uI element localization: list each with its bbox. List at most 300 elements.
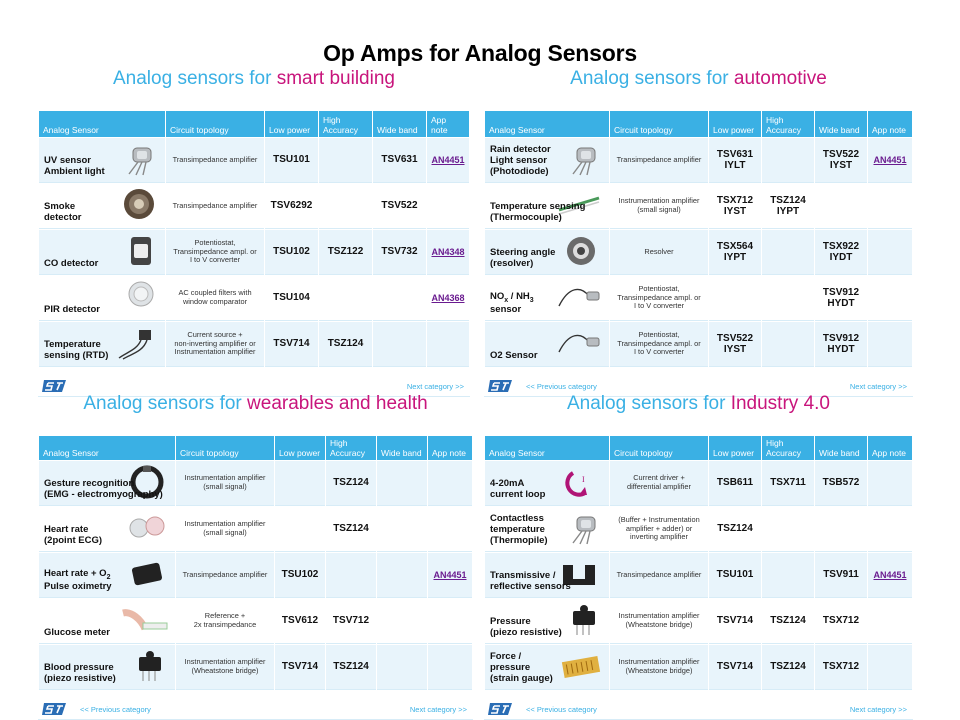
table-row [39,645,472,690]
column-header-topology: Circuit topology [176,436,274,460]
next-category-link[interactable]: Next category >> [849,382,907,391]
wide-band-part: TSX712 [822,615,860,627]
panel-footer [38,701,473,719]
topology-cell [610,322,708,367]
sensor-name: 4-20mA current loop [490,478,546,501]
sensor-cell [39,230,165,275]
panel-title-accent: wearables and health [247,393,428,414]
topology-text: Transimpedance amplifier [182,569,268,579]
high-accuracy-part: TSZ124 [333,523,369,535]
low-power-part: TSX564 IYPT [716,240,754,263]
wide-band-part-cell [377,645,427,690]
low-power-part-cell [275,507,325,552]
high-accuracy-part-cell [319,138,372,183]
high-accuracy-part: TSZ124 [333,661,369,673]
panel-title-accent: automotive [733,68,827,89]
wide-band-part-cell [373,276,426,321]
high-accuracy-part-cell [762,461,814,506]
app-note-link[interactable]: AN4451 [873,155,907,165]
high-accuracy-part-cell [326,507,376,552]
low-power-part: TSX712 IYST [716,194,754,217]
app-note-cell [428,645,472,690]
low-power-part-cell [265,184,318,229]
topology-cell [176,599,274,644]
high-accuracy-part-cell [762,553,814,598]
table-row [485,599,912,644]
app-note-cell [428,599,472,644]
column-header-app-note: App note [428,436,472,460]
low-power-part-cell [709,138,761,183]
high-accuracy-part-cell [762,230,814,275]
column-header-low-power: Low power [709,111,761,137]
wide-band-part: TSX922 IYDT [822,240,860,263]
topology-text: Transimpedance amplifier [172,154,258,164]
table-row [485,184,912,229]
strain-gauge-icon [555,649,603,683]
high-accuracy-part-cell [326,461,376,506]
low-power-part: TSU102 [281,569,319,581]
low-power-part-cell [709,276,761,321]
app-note-cell [868,230,912,275]
high-accuracy-part: TSZ124 IYPT [770,194,806,217]
sensor-name: Smoke detector [44,201,82,224]
sensor-cell [485,322,609,367]
sensor-cell [485,230,609,275]
low-power-part: TSU104 [273,292,310,304]
sensor-cell [485,645,609,690]
topology-cell [610,599,708,644]
topology-text: AC coupled filters with window comparator [178,288,252,306]
low-power-part-cell [709,184,761,229]
low-power-part: TSV714 [716,615,754,627]
app-note-cell [868,645,912,690]
low-power-part-cell [709,645,761,690]
high-accuracy-part: TSV712 [332,615,370,627]
wide-band-part-cell [815,553,867,598]
low-power-part-cell [275,599,325,644]
sensor-cell [485,184,609,229]
sensor-cell [485,507,609,552]
app-note-cell [868,138,912,183]
wide-band-part-cell [815,599,867,644]
wide-band-part-cell [373,322,426,367]
wide-band-part-cell [377,553,427,598]
high-accuracy-part-cell [326,645,376,690]
low-power-part: TSV714 [281,661,319,673]
sensor-name: Glucose meter [44,627,110,639]
topology-cell [610,553,708,598]
topology-text: Instrumentation amplifier (small signal) [184,473,266,491]
app-note-cell [428,461,472,506]
pressure-sensor-icon [121,649,169,683]
high-accuracy-part-cell [762,138,814,183]
low-power-part-cell [709,507,761,552]
low-power-part-cell [709,322,761,367]
topology-cell [166,230,264,275]
sensor-table [484,110,913,368]
low-power-part-cell [709,553,761,598]
low-power-part: TSU102 [273,246,310,258]
panel-title [38,393,473,415]
topology-cell [610,184,708,229]
app-note-cell [868,276,912,321]
sensor-cell [39,645,175,690]
panel-title-prefix: Analog sensors for [570,68,734,89]
topology-text: Instrumentation amplifier (small signal) [618,196,700,214]
table-row [39,138,469,183]
column-header-low-power: Low power [265,111,318,137]
sensor-cell [39,184,165,229]
low-power-part-cell [265,230,318,275]
high-accuracy-part: TSZ124 [770,615,806,627]
wide-band-part: TSV732 [381,246,418,258]
sensor-name: Heart rate (2point ECG) [44,524,103,547]
high-accuracy-part: TSZ124 [327,338,364,350]
low-power-part-cell [265,276,318,321]
topology-cell [166,276,264,321]
wide-band-part-cell [377,599,427,644]
panel-title-prefix: Analog sensors for [83,393,248,414]
high-accuracy-part-cell [319,184,372,229]
column-header-wide-band: Wide band [815,436,867,460]
resolver-icon [555,234,603,268]
topology-cell [166,138,264,183]
panel-title [484,68,913,90]
low-power-part-cell [275,461,325,506]
topology-text: Transimpedance amplifier [616,569,702,579]
st-logo-icon [486,378,514,394]
wide-band-part-cell [815,138,867,183]
sensor-name: $NO_x / NH_3$ sensor [490,291,534,316]
high-accuracy-part: TSZ124 [770,661,806,673]
header-row [39,111,469,137]
table-row [39,599,472,644]
topology-text: Current source + non-inverting amplifier or Instrumentation amplifier [174,329,256,357]
panel-title-accent: Industry 4.0 [730,393,830,414]
high-accuracy-part: TSX711 [770,477,806,489]
topology-text: Instrumentation amplifier (Wheatstone bridge) [618,611,700,629]
topology-cell [610,645,708,690]
app-note-cell [868,553,912,598]
table-row [39,276,469,321]
topology-cell [176,461,274,506]
column-header-low-power: Low power [709,436,761,460]
topology-cell [176,507,274,552]
app-note-link[interactable]: AN4451 [433,570,467,580]
column-header-sensor: Analog Sensor [39,436,175,460]
table-row [39,184,469,229]
sensor-name: Force / pressure (strain gauge) [490,651,553,685]
low-power-part-cell [275,645,325,690]
table-row [39,230,469,275]
next-category-link[interactable]: Next category >> [406,382,464,391]
photodiode-icon [555,142,603,176]
topology-text: Reference + 2x transimpedance [193,611,257,629]
sensor-name: Blood pressure (piezo resistive) [44,662,116,685]
topology-text: Transimpedance amplifier [616,154,702,164]
app-note-link[interactable]: AN4451 [431,155,465,165]
wide-band-part-cell [815,461,867,506]
rtd-sensor-icon [111,326,159,360]
sensor-cell [39,276,165,321]
wide-band-part-cell [373,138,426,183]
wide-band-part: TSX712 [822,661,860,673]
st-logo-icon [40,378,68,394]
table-row [485,138,912,183]
topology-text: Instrumentation amplifier (Wheatstone bridge) [618,657,700,675]
app-note-cell [868,184,912,229]
topology-text: (Buffer + Instrumentation amplifier + adder) or inverting amplifier [618,514,700,542]
sensor-cell [39,507,175,552]
sensor-name: Gesture recognition (EMG - electromyography) [44,478,163,501]
app-note-cell [868,322,912,367]
column-header-low-power: Low power [275,436,325,460]
table-row [39,461,472,506]
oximetry-sensor-icon [121,557,169,591]
sensor-table [38,110,470,368]
app-note-cell [427,276,469,321]
sensor-cell [39,553,175,598]
sensor-cell [485,138,609,183]
app-note-cell [427,138,469,183]
high-accuracy-part-cell [319,276,372,321]
high-accuracy-part-cell [762,184,814,229]
previous-category-link[interactable]: << Previous category [526,705,597,714]
topology-text: Instrumentation amplifier (small signal) [184,519,266,537]
sensor-cell [485,553,609,598]
wide-band-part-cell [373,230,426,275]
app-note-cell [427,230,469,275]
wide-band-part: TSV912 HYDT [822,286,860,309]
low-power-part-cell [709,461,761,506]
wide-band-part-cell [815,230,867,275]
wide-band-part-cell [815,507,867,552]
header-row [485,111,912,137]
topology-cell [610,276,708,321]
table-row [485,553,912,598]
column-header-high-accuracy: High Accuracy [762,111,814,137]
sensor-name: Rain detector Light sensor (Photodiode) [490,144,551,178]
app-note-link[interactable]: AN4368 [431,293,465,303]
topology-cell [176,553,274,598]
app-note-link[interactable]: AN4451 [873,570,907,580]
sensor-name: Heart rate + $O_2$ Pulse oximetry [44,568,112,593]
wide-band-part-cell [815,184,867,229]
topology-text: Resolver [644,246,674,256]
low-power-part: TSV522 IYST [716,332,754,355]
wide-band-part-cell [373,184,426,229]
column-header-app-note: App note [427,111,469,137]
high-accuracy-part-cell [762,276,814,321]
column-header-topology: Circuit topology [166,111,264,137]
pressure-sensor-icon [555,603,603,637]
table-row [39,553,472,598]
high-accuracy-part-cell [762,507,814,552]
st-logo-icon [40,701,68,717]
panel-title [38,68,470,90]
glucose-strip-icon [121,603,169,637]
topology-text: Potentiostat, Transimpedance ampl. or I to V converter [173,237,257,265]
column-header-sensor: Analog Sensor [485,111,609,137]
sensor-cell [39,138,165,183]
page-title: Op Amps for Analog Sensors [323,40,637,66]
table-row [485,230,912,275]
column-header-high-accuracy: High Accuracy [319,111,372,137]
sensor-name: PIR detector [44,304,100,316]
topology-cell [610,507,708,552]
wide-band-part-cell [377,461,427,506]
smoke-detector-icon [111,188,159,222]
column-header-sensor: Analog Sensor [39,111,165,137]
sensor-name: UV sensor Ambient light [44,155,105,178]
header-row [39,436,472,460]
sensor-cell [39,461,175,506]
high-accuracy-part-cell [762,645,814,690]
co-detector-icon [111,234,159,268]
previous-category-link[interactable]: << Previous category [80,705,151,714]
app-note-cell [428,507,472,552]
low-power-part: TSV714 [716,661,754,673]
wide-band-part-cell [815,276,867,321]
panel-title [484,393,913,415]
high-accuracy-part-cell [762,599,814,644]
column-header-wide-band: Wide band [377,436,427,460]
topology-cell [166,322,264,367]
table-row [39,507,472,552]
low-power-part-cell [275,553,325,598]
st-logo-icon [486,701,514,717]
low-power-part: TSV6292 [270,200,313,212]
column-header-topology: Circuit topology [610,111,708,137]
topology-text: Potentiostat, Transimpedance ampl. or I to V converter [617,283,701,311]
sensor-table [38,435,473,691]
topology-cell [610,461,708,506]
table-row [485,322,912,367]
table-row [485,461,912,506]
low-power-part-cell [265,322,318,367]
low-power-part: TSB611 [716,477,754,489]
low-power-part: TSV714 [273,338,310,350]
high-accuracy-part-cell [319,322,372,367]
panel-footer [484,701,913,719]
header-row [485,436,912,460]
wide-band-part-cell [815,322,867,367]
sensor-name: Temperature sensing (Thermocouple) [490,201,586,224]
wide-band-part-cell [815,645,867,690]
table-row [39,322,469,367]
low-power-part: TSU101 [273,154,310,166]
column-header-app-note: App note [868,436,912,460]
low-power-part: TSZ124 [717,523,753,535]
sensor-cell [485,276,609,321]
high-accuracy-part-cell [326,599,376,644]
wide-band-part: TSB572 [822,477,860,489]
app-note-cell [868,461,912,506]
sensor-table [484,435,913,691]
sensor-name: O2 Sensor [490,350,538,362]
sensor-name: Pressure (piezo resistive) [490,616,562,639]
next-category-link[interactable]: Next category >> [849,705,907,714]
column-header-high-accuracy: High Accuracy [326,436,376,460]
nox-sensor-icon [555,280,603,314]
sensor-cell [485,461,609,506]
wide-band-part: TSV522 [381,200,418,212]
low-power-part-cell [709,599,761,644]
topology-text: Transimpedance amplifier [172,200,258,210]
high-accuracy-part: TSZ122 [327,246,364,258]
table-row [485,645,912,690]
column-header-app-note: App note [868,111,912,137]
low-power-part: TSV612 [281,615,319,627]
high-accuracy-part-cell [762,322,814,367]
low-power-part: TSV631 IYLT [716,148,754,171]
sensor-cell [39,322,165,367]
table-row [485,276,912,321]
column-header-wide-band: Wide band [815,111,867,137]
panel-title-accent: smart building [276,68,395,89]
wide-band-part: TSV911 [823,569,859,581]
low-power-part: TSU101 [716,569,754,581]
wide-band-part-cell [377,507,427,552]
column-header-wide-band: Wide band [373,111,426,137]
app-note-cell [428,553,472,598]
sensor-cell [39,599,175,644]
app-note-link[interactable]: AN4348 [431,247,465,257]
ecg-electrode-icon [121,511,169,545]
low-power-part-cell [709,230,761,275]
low-power-part-cell [265,138,318,183]
topology-text: Instrumentation amplifier (Wheatstone bridge) [184,657,266,675]
topology-cell [610,138,708,183]
next-category-link[interactable]: Next category >> [409,705,467,714]
column-header-topology: Circuit topology [610,436,708,460]
topology-text: Current driver + differential amplifier [627,473,691,491]
thermopile-icon [555,511,603,545]
app-note-cell [427,322,469,367]
current-loop-icon [555,465,603,499]
wide-band-part: TSV631 [381,154,418,166]
svg-text:I: I [582,475,585,484]
sensor-name: Steering angle (resolver) [490,247,556,270]
o2-sensor-icon [555,326,603,360]
uv-sensor-icon [111,142,159,176]
topology-cell [176,645,274,690]
column-header-high-accuracy: High Accuracy [762,436,814,460]
topology-cell [166,184,264,229]
column-header-sensor: Analog Sensor [485,436,609,460]
panel-title-prefix: Analog sensors for [113,68,277,89]
topology-text: Potentiostat, Transimpedance ampl. or I to V converter [617,329,701,357]
sensor-name: Temperature sensing (RTD) [44,339,109,362]
sensor-cell [485,599,609,644]
sensor-name: Transmissive / reflective sensors [490,570,571,593]
sensor-name: Contactless temperature (Thermopile) [490,513,548,547]
high-accuracy-part: TSZ124 [333,477,369,489]
high-accuracy-part-cell [319,230,372,275]
table-row [485,507,912,552]
pir-detector-icon [111,280,159,314]
app-note-cell [427,184,469,229]
app-note-cell [868,507,912,552]
sensor-name: CO detector [44,258,99,270]
topology-cell [610,230,708,275]
app-note-cell [868,599,912,644]
wide-band-part: TSV522 IYST [822,148,860,171]
previous-category-link[interactable]: << Previous category [526,382,597,391]
high-accuracy-part-cell [326,553,376,598]
wide-band-part: TSV912 HYDT [822,332,860,355]
panel-title-prefix: Analog sensors for [567,393,731,414]
